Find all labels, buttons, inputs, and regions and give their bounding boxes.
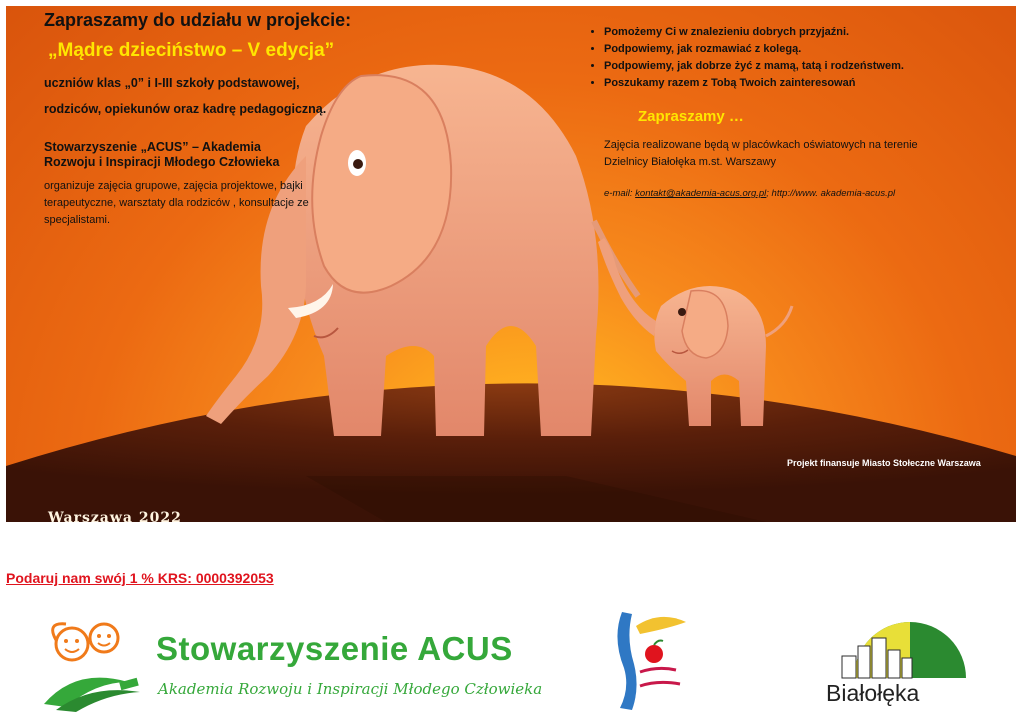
poster-heading: Zapraszamy do udziału w projekcie: (44, 10, 352, 30)
donate-link[interactable]: Podaruj nam swój 1 % KRS: 0000392053 (6, 570, 274, 586)
city-year: Warszawa 2022 (48, 510, 182, 522)
small-elephant (598, 238, 792, 426)
contact-email-link[interactable]: kontakt@akademia-acus.org.pl (635, 188, 767, 199)
contact-prefix: e-mail: (604, 188, 636, 199)
contact-line (604, 188, 895, 199)
contact-website: ; http://www. akademia-acus.pl (766, 188, 896, 199)
benefit-item: • Pomożemy Ci w znalezieniu dobrych przyjaźni. (604, 24, 904, 41)
benefit-item: • Poszukamy razem z Tobą Twoich zainteresowań (604, 75, 904, 92)
zakochaj-sie-w-warszawie-logo (610, 608, 690, 712)
audience-text: uczniów klas „0” i I-III szkoły podstawowej, rodziców, opiekunów oraz kadrę pedagogiczną. (44, 76, 327, 116)
acus-children-logo (36, 612, 148, 712)
acus-logo-tagline: Akademia Rozwoju i Inspiracji Młodego Człowieka (158, 680, 543, 698)
organization-name: Stowarzyszenie „ACUS” – Akademia Rozwoju i Inspiracji Młodego Człowieka (44, 140, 280, 169)
organization-description: organizuje zajęcia grupowe, zajęcia projektowe, bajki terapeutyczne, warsztaty dla rodziców , konsultacje ze specjalistami. (44, 180, 309, 226)
bialoleka-logo-name: Białołęka (826, 680, 920, 706)
benefit-item: • Podpowiemy, jak rozmawiać z kolegą. (604, 41, 904, 58)
project-title: „Mądre dzieciństwo – V edycja” (48, 40, 335, 61)
benefits-list (588, 24, 904, 92)
venue-text: Zajęcia realizowane będą w placówkach oświatowych na terenie Dzielnicy Białołęka m.st. Warszawy (604, 139, 918, 168)
invite-heading: Zapraszamy … (638, 108, 744, 125)
funding-note: Projekt finansuje Miasto Stołeczne Warszawa (787, 458, 981, 468)
project-poster (6, 6, 1016, 522)
benefit-item: • Podpowiemy, jak dobrze żyć z mamą, tatą i rodzeństwem. (604, 58, 904, 75)
acus-logo-name: Stowarzyszenie ACUS (156, 630, 513, 667)
